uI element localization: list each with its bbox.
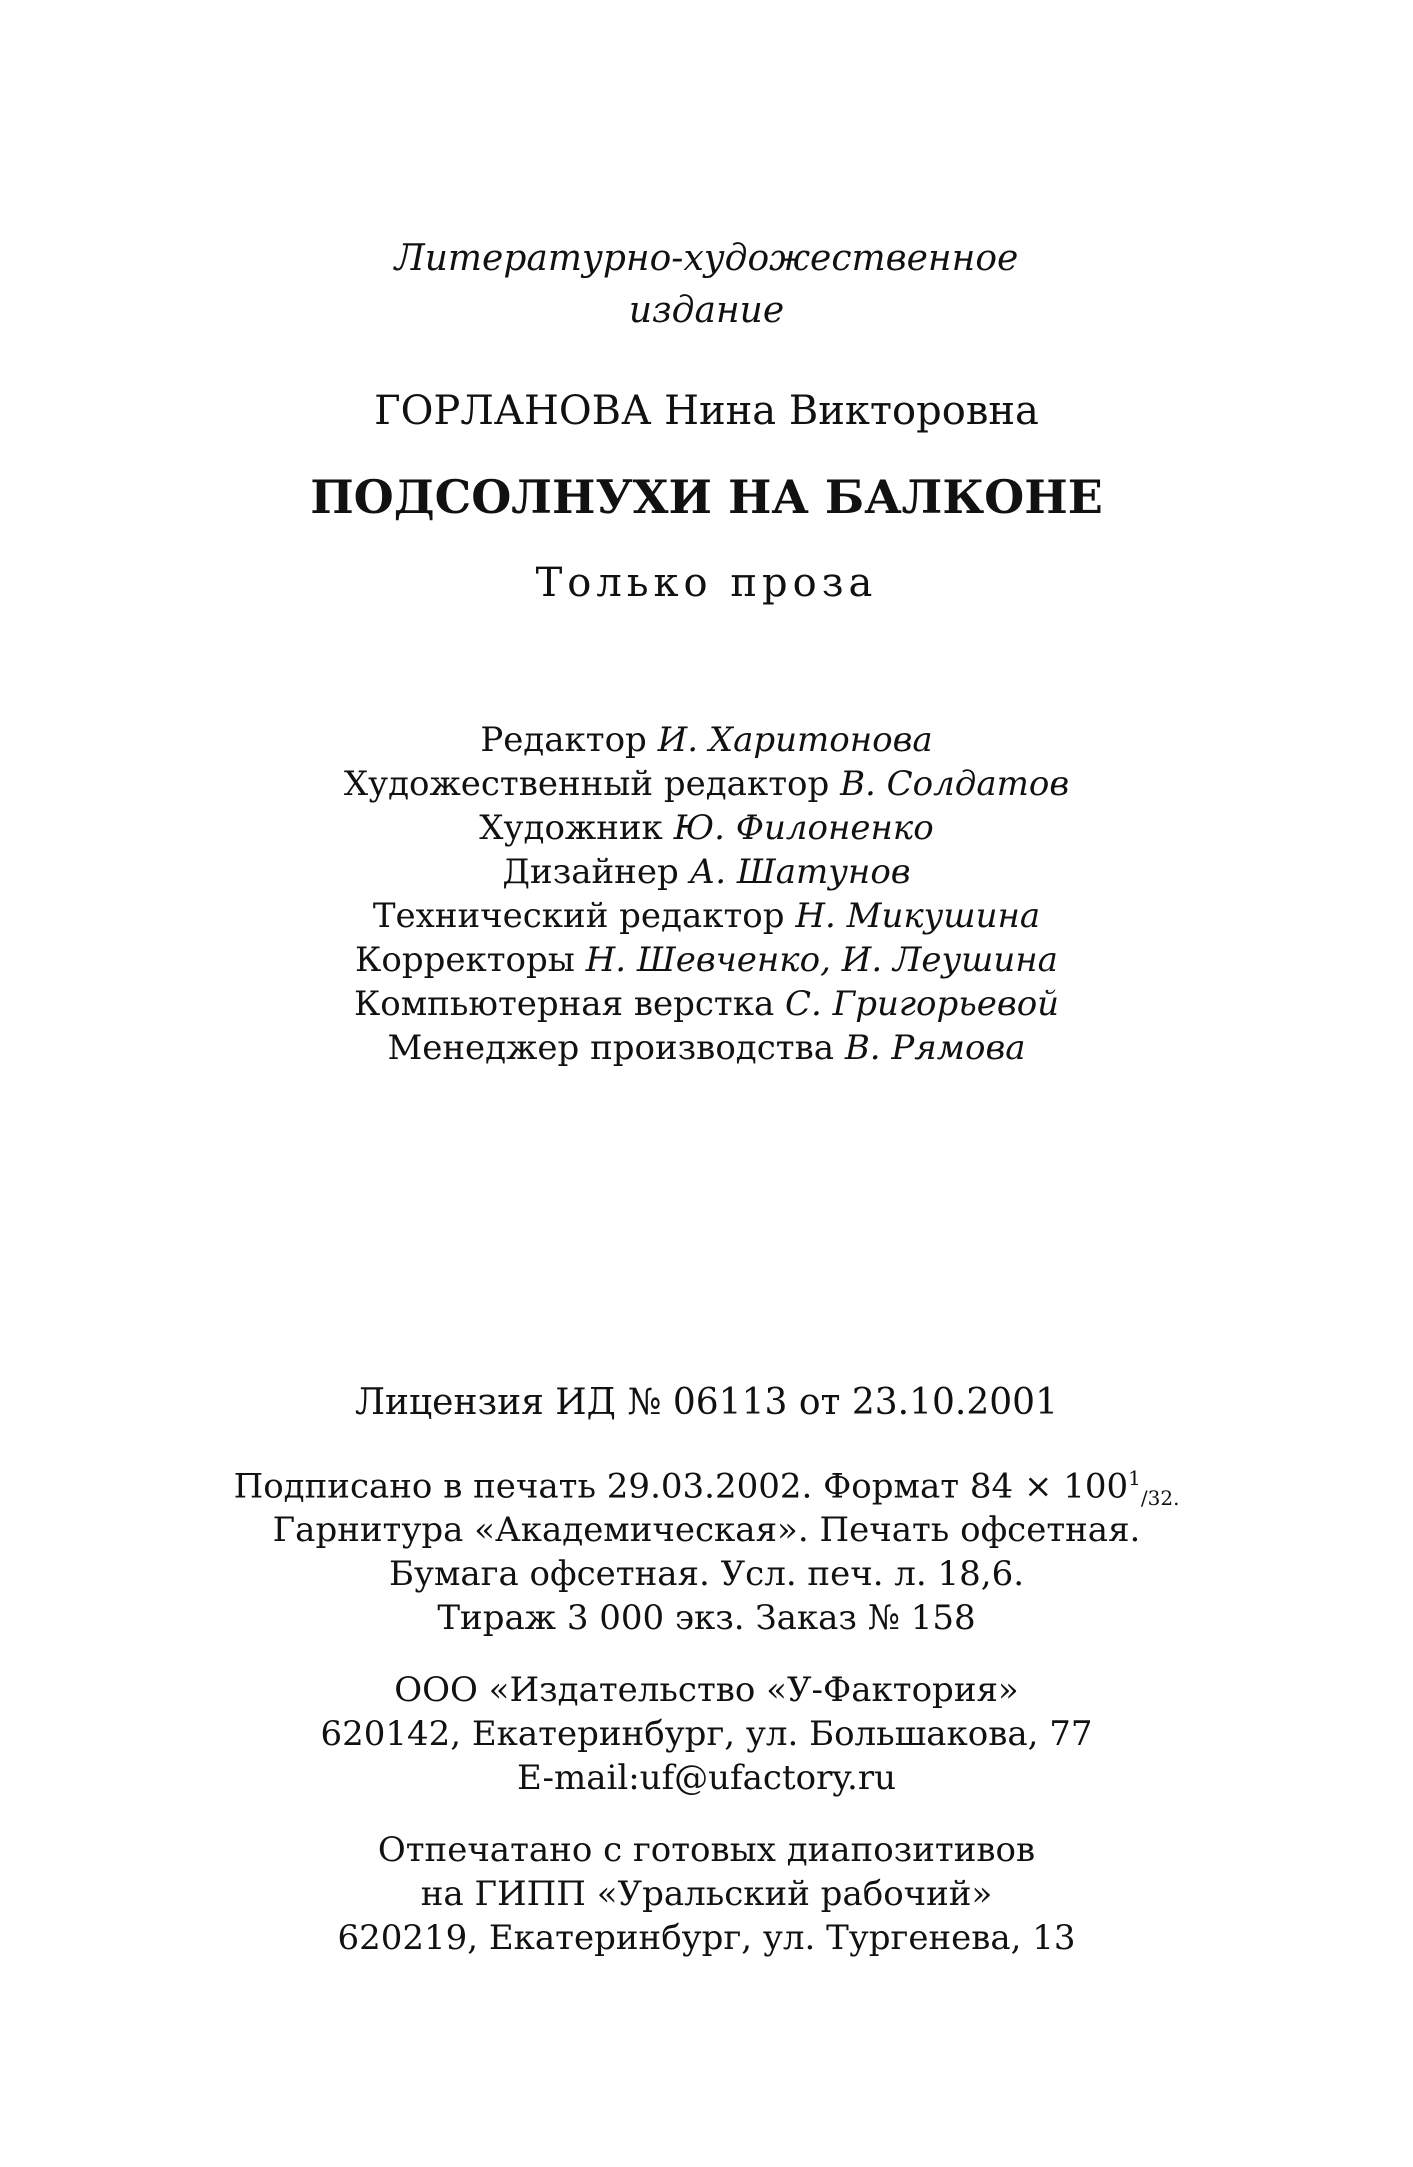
credit-role: Художник [479,808,663,848]
credit-line [0,896,1413,936]
edition-type-line-1: Литературно-художественное [394,238,1019,279]
format-superscript: 1 [1128,1466,1141,1490]
credit-line [0,984,1413,1024]
print-info-line-4: Тираж 3 000 экз. Заказ № 158 [437,1598,976,1638]
edition-type-line-2: издание [628,290,785,331]
credit-line [0,1028,1413,1068]
credit-name: В. Солдатов [840,764,1070,804]
credit-name: Н. Шевченко, И. Леушина [585,940,1058,980]
credit-line [0,808,1413,848]
print-info-line-2: Гарнитура «Академическая». Печать офсетная. [272,1510,1141,1550]
credit-line [0,940,1413,980]
book-title: ПОДСОЛНУХИ НА БАЛКОНЕ [310,470,1103,524]
credit-line [0,852,1413,892]
print-info-line-1 [0,1466,1413,1510]
credit-role: Корректоры [355,940,575,980]
book-subtitle: Только проза [535,560,878,606]
credit-role: Редактор [480,720,647,760]
publisher-address: 620142, Екатеринбург, ул. Большакова, 77 [320,1714,1093,1754]
author-surname: ГОРЛАНОВА [374,388,652,434]
author-line [0,388,1413,434]
printer-line-2: на ГИПП «Уральский рабочий» [420,1874,993,1914]
print-info-line-3: Бумага офсетная. Усл. печ. л. 18,6. [388,1554,1025,1594]
credit-line [0,720,1413,760]
license-line: Лицензия ИД № 06113 от 23.10.2001 [354,1382,1058,1423]
publisher-name: ООО «Издательство «У-Фактория» [394,1670,1019,1710]
printer-line-1: Отпечатано с готовых диапозитивов [377,1830,1036,1870]
credit-role: Художественный редактор [343,764,830,804]
credit-role: Менеджер производства [387,1028,834,1068]
format-subscript: /32. [1140,1486,1180,1511]
credit-line [0,764,1413,804]
credit-name: Н. Микушина [795,896,1041,936]
credit-role: Дизайнер [502,852,679,892]
print-format-text: Подписано в печать 29.03.2002. Формат 84 × 100 [233,1466,1129,1507]
credit-role: Компьютерная верстка [353,984,775,1024]
author-name: Нина Викторовна [664,388,1039,434]
credit-name: С. Григорьевой [785,984,1060,1024]
credit-name: Ю. Филоненко [673,808,934,848]
credit-name: В. Рямова [844,1028,1026,1068]
credit-role: Технический редактор [372,896,785,936]
credit-name: И. Харитонова [657,720,933,760]
printer-line-3: 620219, Екатеринбург, ул. Тургенева, 13 [337,1918,1076,1958]
credit-name: А. Шатунов [689,852,911,892]
publisher-email: E-mail:uf@ufactory.ru [517,1758,896,1798]
